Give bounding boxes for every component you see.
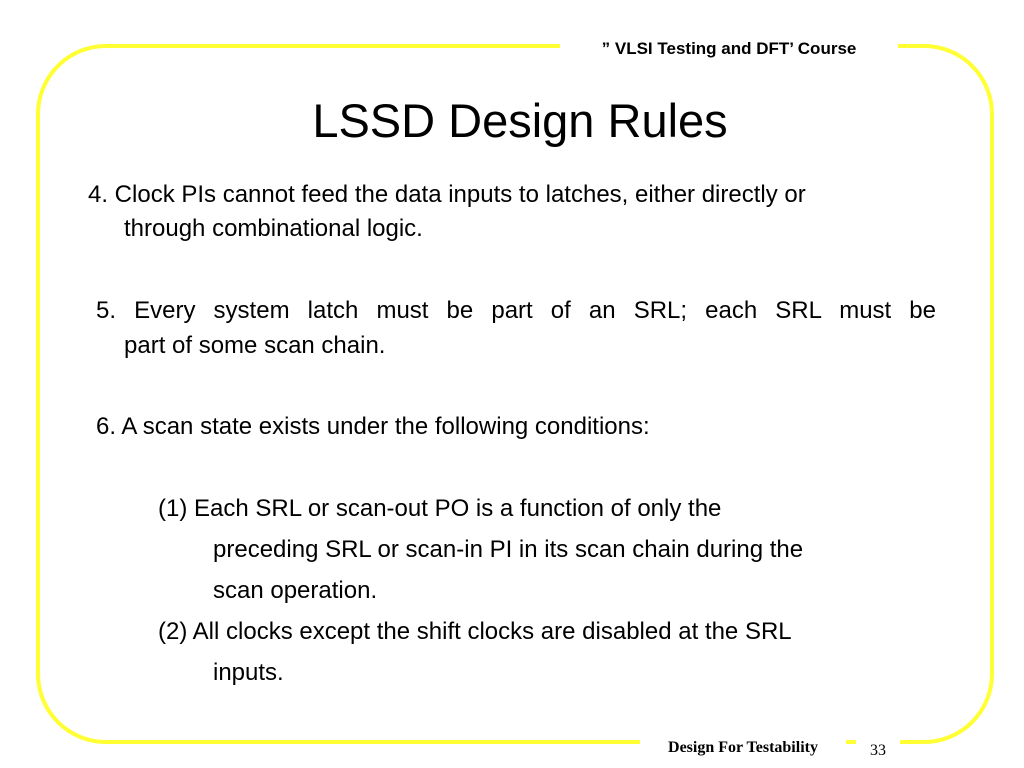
rule-4-line-2: through combinational logic. bbox=[124, 215, 423, 242]
condition-1-line-2: preceding SRL or scan-in PI in its scan chain during the bbox=[213, 536, 804, 563]
rule-5-line-2: part of some scan chain. bbox=[124, 332, 386, 359]
condition-1-line-1: (1) Each SRL or scan-out PO is a function of only the bbox=[158, 495, 722, 522]
condition-1-line-3: scan operation. bbox=[213, 577, 378, 604]
condition-2-line-2: inputs. bbox=[213, 659, 284, 686]
slide-title: LSSD Design Rules bbox=[312, 94, 728, 147]
footer-label: Design For Testability bbox=[640, 736, 846, 760]
rule-5-line-1: 5. Every system latch must be part of an SRL; each SRL must be bbox=[96, 297, 936, 324]
condition-2-line-1: (2) All clocks except the shift clocks are disabled at the SRL bbox=[158, 618, 792, 645]
rule-4-line-1: 4. Clock PIs cannot feed the data inputs to latches, either directly or bbox=[88, 181, 806, 208]
course-header: ” VLSI Testing and DFT’ Course bbox=[560, 36, 898, 62]
page-number: 33 bbox=[856, 740, 900, 762]
rule-6-line-1: 6. A scan state exists under the following conditions: bbox=[96, 413, 650, 440]
